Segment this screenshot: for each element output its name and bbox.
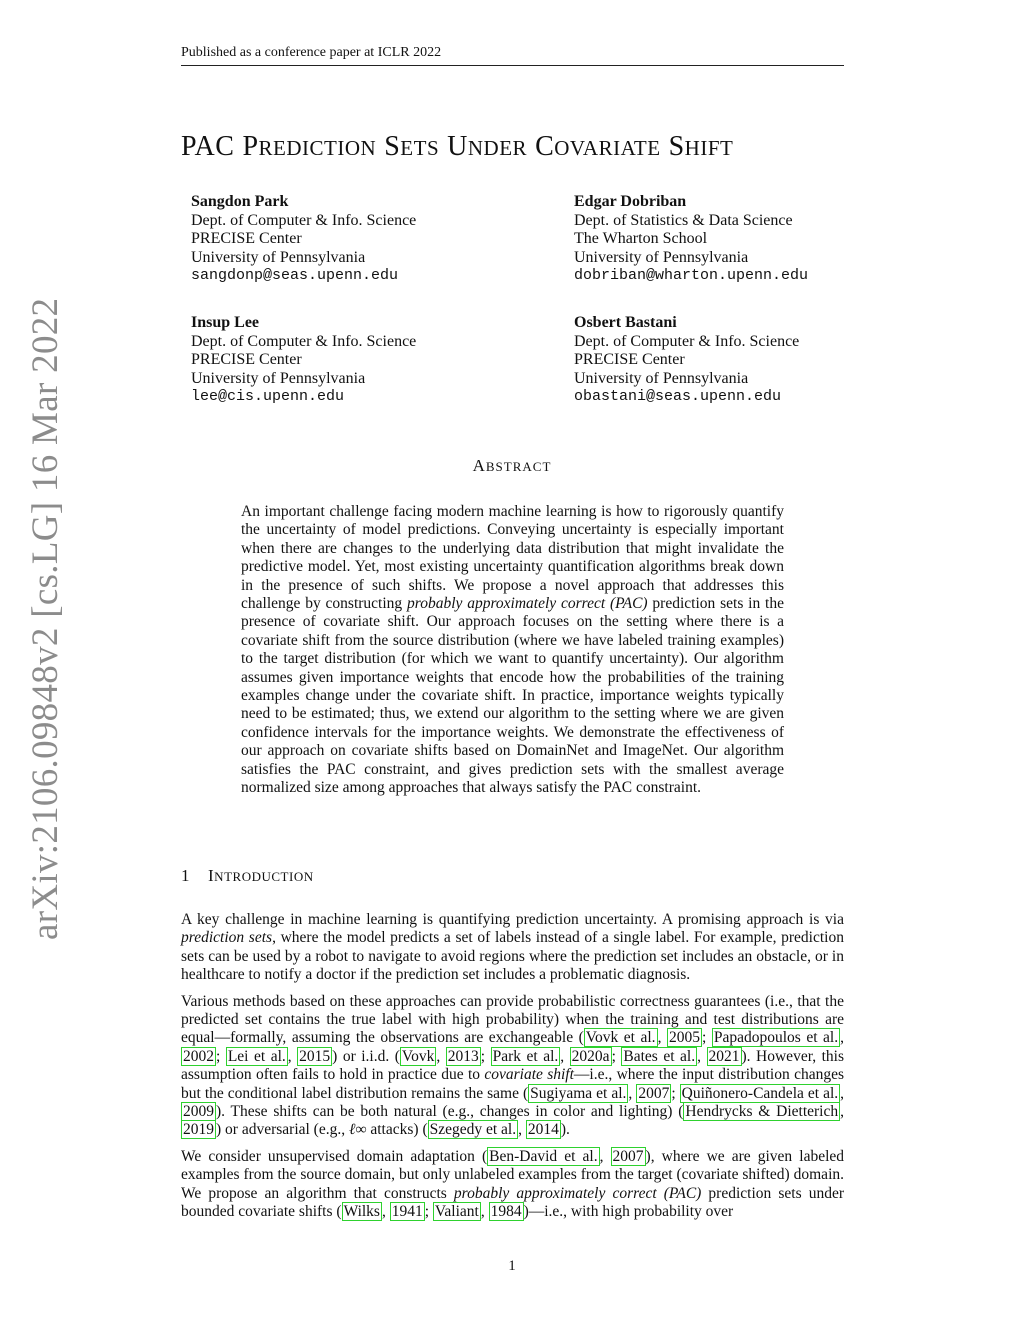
running-header: Published as a conference paper at ICLR 2022 [181,44,844,66]
citation-link[interactable]: Bates et al. [623,1047,696,1065]
text-run: , [518,1121,526,1139]
text-run: —i.e., where the input distribution changes but the conditional label distribution remains the same ( [181,1066,844,1102]
text-run: , [480,1203,489,1221]
citation-link[interactable]: Ben-David et al. [489,1147,598,1165]
author-affiliation: University of Pennsylvania [191,248,366,266]
text-run: attacks) ( [366,1121,428,1139]
abstract-emphasis: probably approximately correct (PAC) [406,595,648,613]
section-title: INTRODUCTION [208,866,314,885]
text-run: ; [611,1047,622,1065]
author-block [191,193,416,286]
title-word: SHIFT [668,131,734,162]
citation-link[interactable]: Lei et al. [227,1047,286,1065]
author-affiliation: Dept. of Computer & Info. Science [574,332,800,350]
citation-link[interactable]: Park et al. [492,1047,559,1065]
text-run: ), where we are given labeled examples from the source domain, but only unlabeled examples from the target (covariate shifted) domain. We propose an algorithm that constructs [181,1147,845,1202]
text-run: , [840,1103,844,1121]
citation-link[interactable]: Wilks [343,1203,380,1221]
text-run: , [628,1084,637,1102]
introduction-body [181,911,844,1230]
abstract-text: prediction sets in the presence of covariate shift. Our approach focuses on the setting where there is a covariate shift from the source distribution (where we have labeled training examples) to the target distribution (for which we want to quantify uncertainty). Our algorithm assumes given importance weights that encode how the probabilities of the training examples change under the covariate shift. In practice, importance weights typically need to be estimated; thus, we extend our algorithm to the setting where we are given confidence intervals for the importance weights. We demonstrate the effectiveness of our approach on covariate shifts based on DomainNet and ImageNet. Our algorithm satisfies the PAC constraint, and gives prediction sets with the smallest average normalized size among approaches that always satisfy the PAC constraint. [241,595,784,797]
author-affiliation: The Wharton School [574,230,708,247]
author-name: Edgar Dobriban [574,193,687,210]
author-affiliation: University of Pennsylvania [574,248,749,266]
text-run: , [657,1029,667,1047]
paper-title [181,131,741,163]
citation-link[interactable]: Hendrycks & Dietterich [685,1103,839,1121]
citation-link[interactable]: 2005 [668,1029,700,1047]
citation-link[interactable]: Szegedy et al. [429,1121,517,1139]
text-run: ; [480,1047,491,1065]
emphasis: probably approximately correct (PAC) [453,1184,702,1202]
emphasis: prediction sets [181,929,273,947]
author-name: Sangdon Park [191,193,289,210]
text-run: ; [671,1084,680,1102]
author-affiliation: Dept. of Statistics & Data Science [574,211,793,229]
title-word: PREDICTION [242,131,377,162]
paragraph [181,993,844,1140]
citation-link[interactable]: Papadopoulos et al. [713,1029,839,1047]
page-number: 1 [508,1258,516,1274]
author-block [574,314,799,407]
citation-link[interactable]: Vovk et al. [585,1029,656,1047]
citation-link[interactable]: 2019 [183,1121,214,1139]
text-run: )—i.e., with high probability over [523,1203,734,1221]
abstract-text: An important challenge facing modern machine learning is how to rigorously quantify the uncertainty of model predictions. Conveying uncertainty is especially important when there are changes to the underlying data distribution that might invalidate the predictive model. Yet, most existing uncertainty quantification algorithms break down in the presence of such shifts. We propose a novel approach that addresses this challenge by constructing [241,503,784,613]
author-block [191,314,416,407]
text-run: ; [424,1203,433,1221]
citation-link[interactable]: 2007 [612,1147,644,1165]
arxiv-stamp: arXiv:2106.09848v2 [cs.LG] 16 Mar 2022 [25,297,66,940]
author-affiliation: University of Pennsylvania [191,369,366,387]
citation-link[interactable]: 2007 [638,1084,670,1102]
text-run: , [599,1147,611,1165]
text-run: ; [216,1047,226,1065]
citation-link[interactable]: Quiñonero-Candela et al. [681,1084,839,1102]
citation-link[interactable]: 1984 [490,1203,522,1221]
paragraph [181,911,844,985]
title-word: SETS [384,131,440,162]
text-run: prediction sets under bounded covariate shifts ( [181,1184,844,1221]
author-name: Insup Lee [191,314,260,331]
text-run: ; [701,1029,712,1047]
text-run: ) or i.i.d. ( [332,1047,400,1065]
citation-link[interactable]: 2015 [299,1047,331,1065]
paragraph [181,1148,844,1222]
title-word: COVARIATE [535,131,661,162]
citation-link[interactable]: 2014 [527,1121,559,1139]
text-run: We consider unsupervised domain adaptation ( [181,1147,488,1165]
author-affiliation: PRECISE Center [574,351,685,368]
text-run: , [287,1047,298,1065]
author-affiliation: Dept. of Computer & Info. Science [191,211,417,229]
section-number: 1 [181,866,190,885]
text-run: A key challenge in machine learning is quantifying prediction uncertainty. A promising approach is via [181,911,844,928]
author-email[interactable]: lee@cis.upenn.edu [191,388,345,405]
citation-link[interactable]: Sugiyama et al. [530,1084,627,1102]
author-affiliation: PRECISE Center [191,230,302,247]
text-run: , [381,1203,390,1221]
citation-link[interactable]: 2009 [183,1103,214,1121]
citation-link[interactable]: Vovk [401,1047,435,1065]
text-run: ). However, this assumption often fails to hold in practice due to [181,1047,845,1084]
author-affiliation: Dept. of Computer & Info. Science [191,332,417,350]
text-run: , where the model predicts a set of labels instead of a single label. For example, prediction sets can be used by a robot to navigate to avoid regions where the prediction set includes an obstacle, or in healthcare to notify a doctor if the prediction set includes a problematic diagnosis. [181,929,844,984]
text-run: ) or adversarial (e.g., [216,1121,349,1139]
author-affiliation: PRECISE Center [191,351,302,368]
citation-link[interactable]: 2021 [708,1047,740,1065]
citation-link[interactable]: Valiant [434,1203,479,1221]
text-run: , [840,1029,844,1047]
title-word: PAC [181,131,235,162]
author-email[interactable]: obastani@seas.upenn.edu [574,388,782,405]
text-run: ). These shifts can be both natural (e.g., changes in color and lighting) ( [216,1103,684,1121]
text-run: , [697,1047,707,1065]
abstract-heading: ABSTRACT [472,456,552,475]
citation-link[interactable]: 2002 [183,1047,214,1065]
citation-link[interactable]: 2013 [447,1047,479,1065]
text-run: , [840,1084,845,1102]
author-email[interactable]: sangdonp@seas.upenn.edu [191,267,399,284]
emphasis: covariate shift [484,1066,574,1084]
author-name: Osbert Bastani [574,314,677,331]
abstract-body [241,503,784,798]
author-email[interactable]: dobriban@wharton.upenn.edu [574,267,809,284]
text-run: ). [560,1121,570,1139]
math-symbol: ℓ∞ [348,1121,367,1139]
title-word: UNDER [447,131,528,162]
text-run: , [436,1047,446,1065]
section-heading [181,866,314,886]
citation-link[interactable]: 1941 [391,1203,423,1221]
author-affiliation: University of Pennsylvania [574,369,749,387]
text-run: , [560,1047,570,1065]
citation-link[interactable]: 2020a [571,1047,610,1065]
text-run: Various methods based on these approaches can provide probabilistic correctness guarantees (i.e., that the predicted set contains the true label with high probability) when the training and test distributions are equal—formally, assuming the observations are exchangeable ( [181,992,844,1047]
author-block [574,193,808,286]
